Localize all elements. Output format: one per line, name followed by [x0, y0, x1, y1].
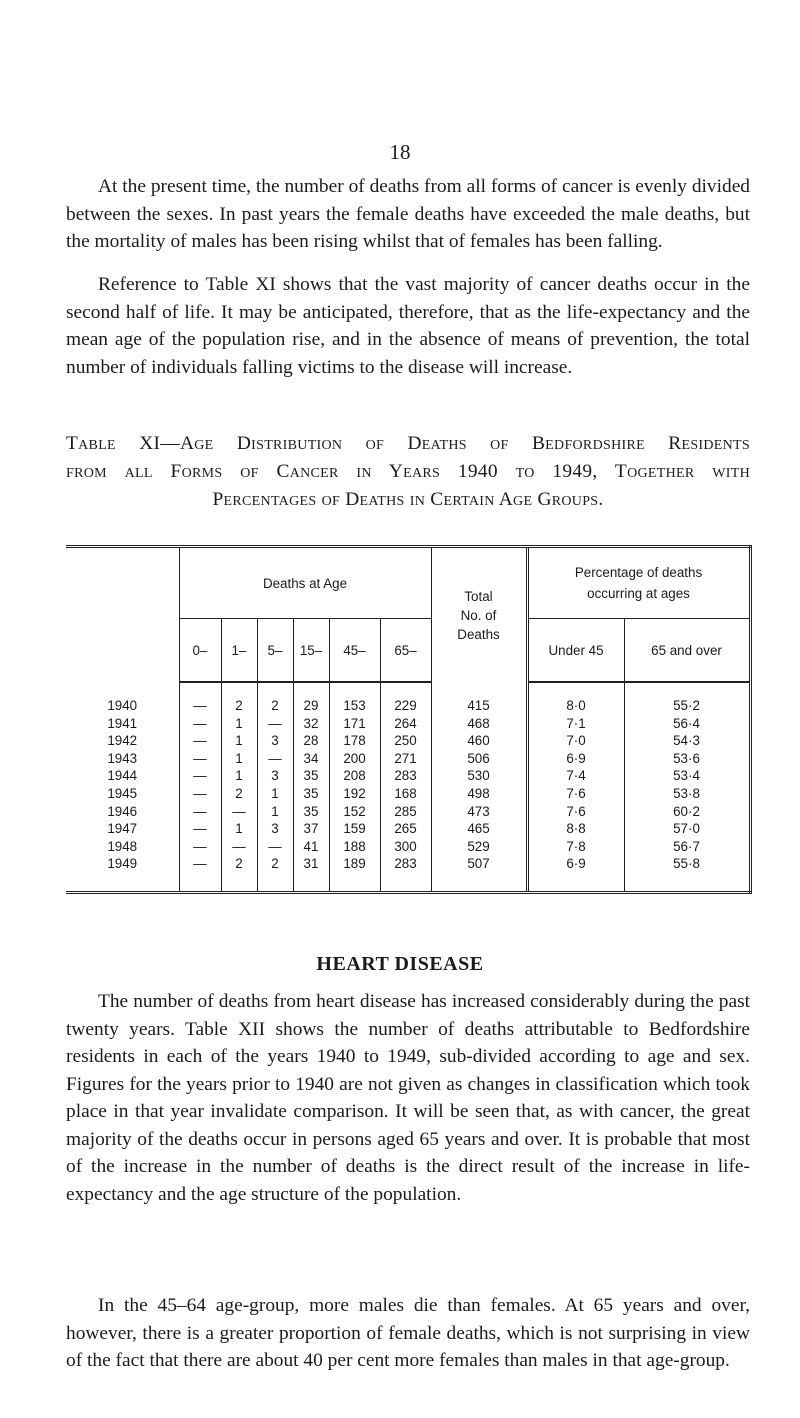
header-percentage — [527, 547, 750, 619]
cell-age-1: 1 — [221, 767, 257, 785]
header-age-45: 45– — [329, 619, 380, 683]
cell-total: 468 — [431, 715, 527, 733]
cell-age-5: — — [257, 838, 293, 856]
cell-65-and-over: 60·2 — [624, 803, 750, 821]
header-pct-line-1: Percentage of deaths — [574, 565, 703, 580]
cell-age-15: 28 — [293, 732, 329, 750]
paragraph-heart-disease: The number of deaths from heart disease has increased considerably during the past twenty years. Table XII shows the number of deaths attributable to Bedfordshire residents in each of the years 1940 to 1949, sub-divided according to age and sex. Figures for the years prior to 1940 are not given as changes in classification which took place in that year invalidate comparison. It will be seen that, as with cancer, the great majority of the deaths occur in persons aged 65 years and over. It is probable that most of the increase in the number of deaths is the direct result of the increase in life-expectancy and the age structure of the population. — [66, 991, 750, 1205]
cell-age-15: 35 — [293, 767, 329, 785]
cell-age-1: 1 — [221, 732, 257, 750]
cell-age-15: 34 — [293, 750, 329, 768]
cell-total: 507 — [431, 855, 527, 892]
table-row — [66, 820, 750, 838]
cell-age-0: — — [179, 750, 221, 768]
cell-age-45: 188 — [329, 838, 380, 856]
cell-under-45: 7·6 — [527, 785, 624, 803]
cell-year: 1943 — [107, 750, 138, 766]
cell-age-65: 271 — [380, 750, 431, 768]
cell-total: 465 — [431, 820, 527, 838]
table-row — [66, 838, 750, 856]
cell-age-5: — — [257, 750, 293, 768]
paragraph-age-group: In the 45–64 age-group, more males die than females. At 65 years and over, however, there is a greater proportion of female deaths, which is not surprising in view of the fact that there are about 40 per cent more females than males in that age-group. — [66, 1295, 750, 1371]
cell-age-45: 178 — [329, 732, 380, 750]
cell-age-15: 29 — [293, 682, 329, 715]
header-total-deaths — [431, 547, 527, 683]
cell-age-15: 35 — [293, 803, 329, 821]
cell-age-0: — — [179, 803, 221, 821]
cancer-deaths-table — [66, 545, 752, 894]
cell-age-65: 250 — [380, 732, 431, 750]
cell-65-and-over: 53·6 — [624, 750, 750, 768]
cell-65-and-over: 56·4 — [624, 715, 750, 733]
header-age-65: 65– — [380, 619, 431, 683]
cell-total: 473 — [431, 803, 527, 821]
cell-year: 1947 — [107, 821, 138, 837]
cell-age-65: 264 — [380, 715, 431, 733]
cell-65-and-over: 55·2 — [624, 682, 750, 715]
cell-age-1: 1 — [221, 750, 257, 768]
cell-age-1: — — [221, 838, 257, 856]
cell-65-and-over: 54·3 — [624, 732, 750, 750]
cell-total: 498 — [431, 785, 527, 803]
cell-age-65: 283 — [380, 855, 431, 892]
cell-age-0: — — [179, 682, 221, 715]
cell-65-and-over: 53·4 — [624, 767, 750, 785]
cell-age-65: 168 — [380, 785, 431, 803]
cell-65-and-over: 55·8 — [624, 855, 750, 892]
cell-under-45: 8·0 — [527, 682, 624, 715]
header-deaths-at-age: Deaths at Age — [179, 547, 431, 619]
cell-age-0: — — [179, 715, 221, 733]
cell-under-45: 7·8 — [527, 838, 624, 856]
cell-age-45: 189 — [329, 855, 380, 892]
header-total-line-3: Deaths — [457, 626, 500, 642]
cell-under-45: 7·1 — [527, 715, 624, 733]
cell-total: 530 — [431, 767, 527, 785]
cell-age-0: — — [179, 820, 221, 838]
cell-age-15: 31 — [293, 855, 329, 892]
cell-year: 1949 — [66, 855, 179, 892]
cell-age-1: 1 — [221, 715, 257, 733]
cell-age-45: 159 — [329, 820, 380, 838]
cell-age-1: 2 — [221, 682, 257, 715]
cell-total: 460 — [431, 732, 527, 750]
cell-under-45: 7·4 — [527, 767, 624, 785]
header-age-5: 5– — [257, 619, 293, 683]
cell-age-45: 200 — [329, 750, 380, 768]
table-row — [66, 767, 750, 785]
header-under-45: Under 45 — [527, 619, 624, 683]
cell-age-15: 37 — [293, 820, 329, 838]
header-age-15: 15– — [293, 619, 329, 683]
table-row — [66, 855, 750, 892]
cell-age-1: 2 — [221, 855, 257, 892]
cell-age-0: — — [179, 785, 221, 803]
cell-age-5: 1 — [257, 803, 293, 821]
header-total-line-1: Total — [464, 588, 493, 604]
table-caption-line-3: Percentages of Deaths in Certain Age Groups. — [212, 489, 604, 510]
table-row — [66, 803, 750, 821]
cell-age-45: 208 — [329, 767, 380, 785]
cell-age-0: — — [179, 732, 221, 750]
cell-age-15: 41 — [293, 838, 329, 856]
cell-year: 1945 — [107, 785, 138, 801]
table-row — [66, 785, 750, 803]
cell-65-and-over: 57·0 — [624, 820, 750, 838]
cell-under-45: 7·6 — [527, 803, 624, 821]
cell-age-5: — — [257, 715, 293, 733]
cell-age-0: — — [179, 838, 221, 856]
paragraph-cancer-sexes: At the present time, the number of deaths from all forms of cancer is evenly divided between the sexes. In past years the female deaths have exceeded the male deaths, but the mortality of males has been rising whilst that of females has been falling. — [66, 176, 750, 252]
cell-year: 1942 — [107, 733, 138, 749]
cell-age-0: — — [179, 767, 221, 785]
cell-under-45: 6·9 — [527, 750, 624, 768]
table-caption-line-1: Table XI—Age Distribution of Deaths of Bedfordshire Residents — [66, 433, 750, 454]
cell-under-45: 6·9 — [527, 855, 624, 892]
cell-age-65: 285 — [380, 803, 431, 821]
header-year-blank — [66, 547, 179, 683]
paragraph-cancer-age: Reference to Table XI shows that the vast majority of cancer deaths occur in the second half of life. It may be anticipated, therefore, that as the life-expectancy and the mean age of the population rise, and in the absence of means of prevention, the total number of individuals falling victims to the disease will increase. — [66, 274, 750, 378]
section-title-heart-disease: HEART DISEASE — [316, 953, 484, 975]
cell-age-1: 2 — [221, 785, 257, 803]
cell-age-0: — — [179, 855, 221, 892]
cell-age-45: 152 — [329, 803, 380, 821]
table-row — [66, 682, 750, 715]
cell-under-45: 8·8 — [527, 820, 624, 838]
cell-year: 1944 — [107, 768, 138, 784]
cell-65-and-over: 53·8 — [624, 785, 750, 803]
header-pct-line-2: occurring at ages — [587, 586, 690, 601]
table-row — [66, 715, 750, 733]
cell-age-5: 3 — [257, 732, 293, 750]
cell-age-45: 171 — [329, 715, 380, 733]
table-caption — [66, 430, 750, 514]
cell-age-5: 3 — [257, 820, 293, 838]
cell-age-5: 2 — [257, 855, 293, 892]
cell-total: 415 — [431, 682, 527, 715]
header-age-0: 0– — [179, 619, 221, 683]
cell-age-45: 192 — [329, 785, 380, 803]
cell-age-15: 32 — [293, 715, 329, 733]
table-row — [66, 732, 750, 750]
cell-under-45: 7·0 — [527, 732, 624, 750]
page-number: 18 — [389, 140, 411, 164]
cell-age-65: 300 — [380, 838, 431, 856]
header-age-1: 1– — [221, 619, 257, 683]
cell-total: 506 — [431, 750, 527, 768]
cell-total: 529 — [431, 838, 527, 856]
cell-age-5: 1 — [257, 785, 293, 803]
cell-year: 1940 — [107, 697, 138, 713]
cell-age-65: 265 — [380, 820, 431, 838]
cell-age-45: 153 — [329, 682, 380, 715]
cell-age-5: 3 — [257, 767, 293, 785]
table-row — [66, 750, 750, 768]
cell-age-15: 35 — [293, 785, 329, 803]
header-65-and-over: 65 and over — [624, 619, 750, 683]
cell-age-1: 1 — [221, 820, 257, 838]
cell-year: 1941 — [107, 715, 138, 731]
cell-year: 1948 — [107, 838, 138, 854]
cell-year: 1946 — [107, 803, 138, 819]
header-total-line-2: No. of — [460, 607, 497, 623]
table-caption-line-2: from all Forms of Cancer in Years 1940 to 1949, Together with — [66, 461, 750, 482]
cell-65-and-over: 56·7 — [624, 838, 750, 856]
cell-age-65: 229 — [380, 682, 431, 715]
cell-age-65: 283 — [380, 767, 431, 785]
cell-age-5: 2 — [257, 682, 293, 715]
cell-age-1: — — [221, 803, 257, 821]
